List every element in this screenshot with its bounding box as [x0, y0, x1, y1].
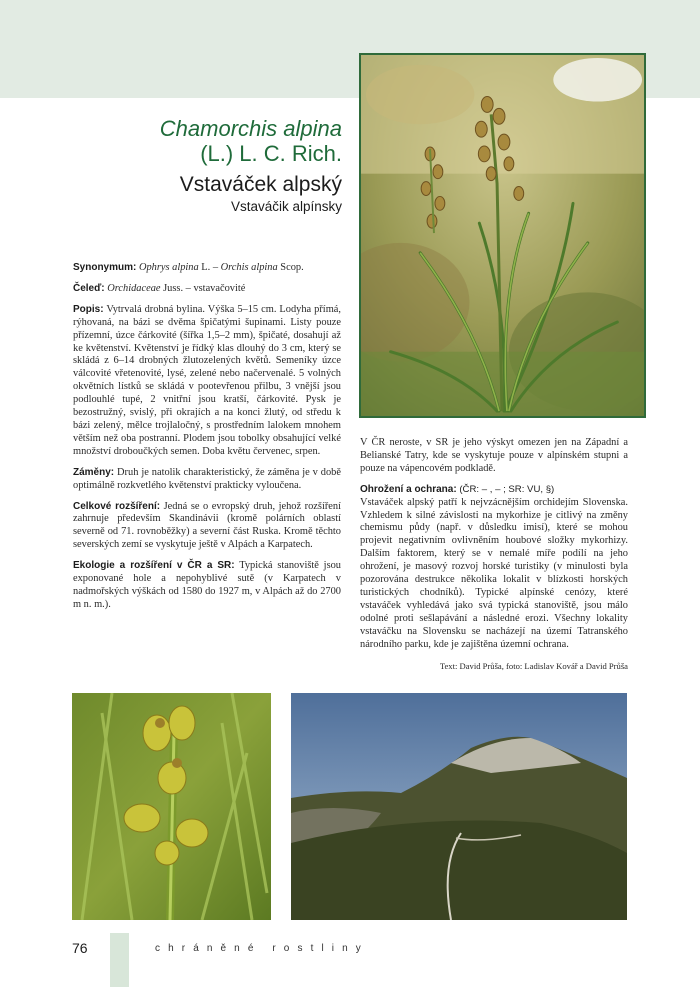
flower-closeup-photo	[72, 693, 271, 920]
latin-author: (L.) L. C. Rich.	[200, 141, 342, 166]
slovak-name: Vstaváčik alpínsky	[230, 199, 342, 214]
latin-name: Chamorchis alpina	[159, 116, 342, 141]
description-label: Popis:	[73, 303, 104, 315]
mountain-habitat-photo	[291, 693, 627, 920]
description-text: Vytrvalá drobná bylina. Výška 5–15 cm. Lodyha přímá, rýhovaná, na bázi se dvěma špičatými šupinami. Listy pouze přízemní, úzce čárkovité (šířka 1,5–2 mm), špičaté, dosahují až ke květenství. Květenství je řídký klas dlouhý do 3 cm, který se skládá z 6–14 drobných žlutozelených květů. Semeníky úzce válcovité vřetenovité, lysé, zelené nebo načervenalé. 5 volných okvětních lístků se skládá v pootevřenou přilbu, 3 vnější jsou podlouhlé tupé, 2 vnitřní jsou kratší, čárkovité. Pysk je bezostružný, svislý, při okrajích a na konci žlutý, od středu k bázi zelený, mělce trojlaločný, s prostředním lalokem mnohem větším než oba postranní. Plodem jsou tobolky obsahující velké množství droboučkých semen. Doba květu červenec, srpen.	[73, 303, 341, 457]
running-title: chráněné rostliny	[155, 943, 369, 954]
family-label: Čeleď:	[73, 282, 105, 294]
ecology-continued-paragraph: V ČR neroste, v SR je jeho výskyt omezen jen na Západní a Belianské Tatry, kde se vyskytuje pouze v alpínském stupni a pouze na vápencovém podkladě.	[360, 437, 628, 474]
confusion-label: Záměny:	[73, 466, 115, 478]
threat-paragraph	[360, 484, 628, 652]
family-paragraph	[73, 283, 341, 296]
distribution-label: Celkové rozšíření:	[73, 500, 161, 512]
threat-status: (ČR: – , – ; SR: VU, §)	[456, 483, 555, 495]
ecology-label: Ekologie a rozšíření v ČR a SR:	[73, 560, 235, 572]
distribution-text: Jedná se o evropský druh, jehož rozšíření zahrnuje především Skandinávii (kromě polárních oblastí severně od 71. rovnoběžky) a severní část Ruska. Kromě těchto severských zemí se vyskytuje ještě v Alpách a Karpatech.	[73, 500, 341, 551]
page-number: 76	[72, 940, 88, 956]
main-plant-photo	[359, 53, 646, 418]
synonyms-label: Synonymum:	[73, 262, 137, 273]
species-title-block	[42, 116, 342, 215]
family-rest: Juss. – vstavačovité	[160, 282, 246, 294]
synonym-1: Ophrys alpina	[138, 262, 199, 273]
czech-name: Vstaváček alpský	[179, 173, 342, 196]
confusion-text: Druh je natolik charakteristický, že záměna je v době optimálně rozkvetlého květenství prakticky vyloučena.	[73, 466, 341, 491]
ecology-paragraph	[73, 560, 341, 612]
ecology-text: Typická stanoviště jsou exponované hole a nepohyblivé sutě (v Karpatech v nadmořských výškách od 1580 do 1927 m, v Alpách až do 2700 m n. m.).	[73, 560, 341, 610]
synonym-2-author: Scop.	[277, 262, 304, 273]
confusion-paragraph	[73, 467, 341, 493]
distribution-paragraph	[73, 501, 341, 553]
photo-text-credits: Text: David Průša, foto: Ladislav Kovář a David Průša	[439, 660, 628, 671]
synonyms-paragraph	[73, 262, 341, 275]
description-paragraph	[73, 304, 341, 459]
synonym-2: Orchis alpina	[220, 262, 278, 273]
right-text-column	[360, 437, 628, 672]
threat-text: Vstaváček alpský patří k nejvzácnějším orchidejím Slovenska. Vzhledem k silné závislosti na mykorhize je citlivý na změny chemismu půdy (např. v důsledku imisí), které se mohou projevit negativním ovlivněním houbové složky mykorhizy. Dalším faktorem, který se v nemalé míře podílí na jeho ohrožení, je masový rozvoj horské turistiky (v minulosti byla pozorována destrukce několika lokalit v blízkosti horských turistických chodníků). Typické alpínské cenózy, které vstaváček vyhledává jako svá typická stanoviště, jsou málo odolné proti sešlapávání a následné erozi. Všechny lokality vstaváčku na Slovensku se nacházejí na území Tatranského národního parku, kde je zajištěna územní ochrana.	[360, 496, 628, 650]
threat-label: Ohrožení a ochrana:	[360, 483, 457, 495]
left-text-column	[73, 262, 341, 620]
family-name: Orchidaceae	[107, 282, 161, 294]
footer-accent-bar	[110, 933, 129, 987]
synonym-1-author: L. –	[198, 262, 221, 273]
